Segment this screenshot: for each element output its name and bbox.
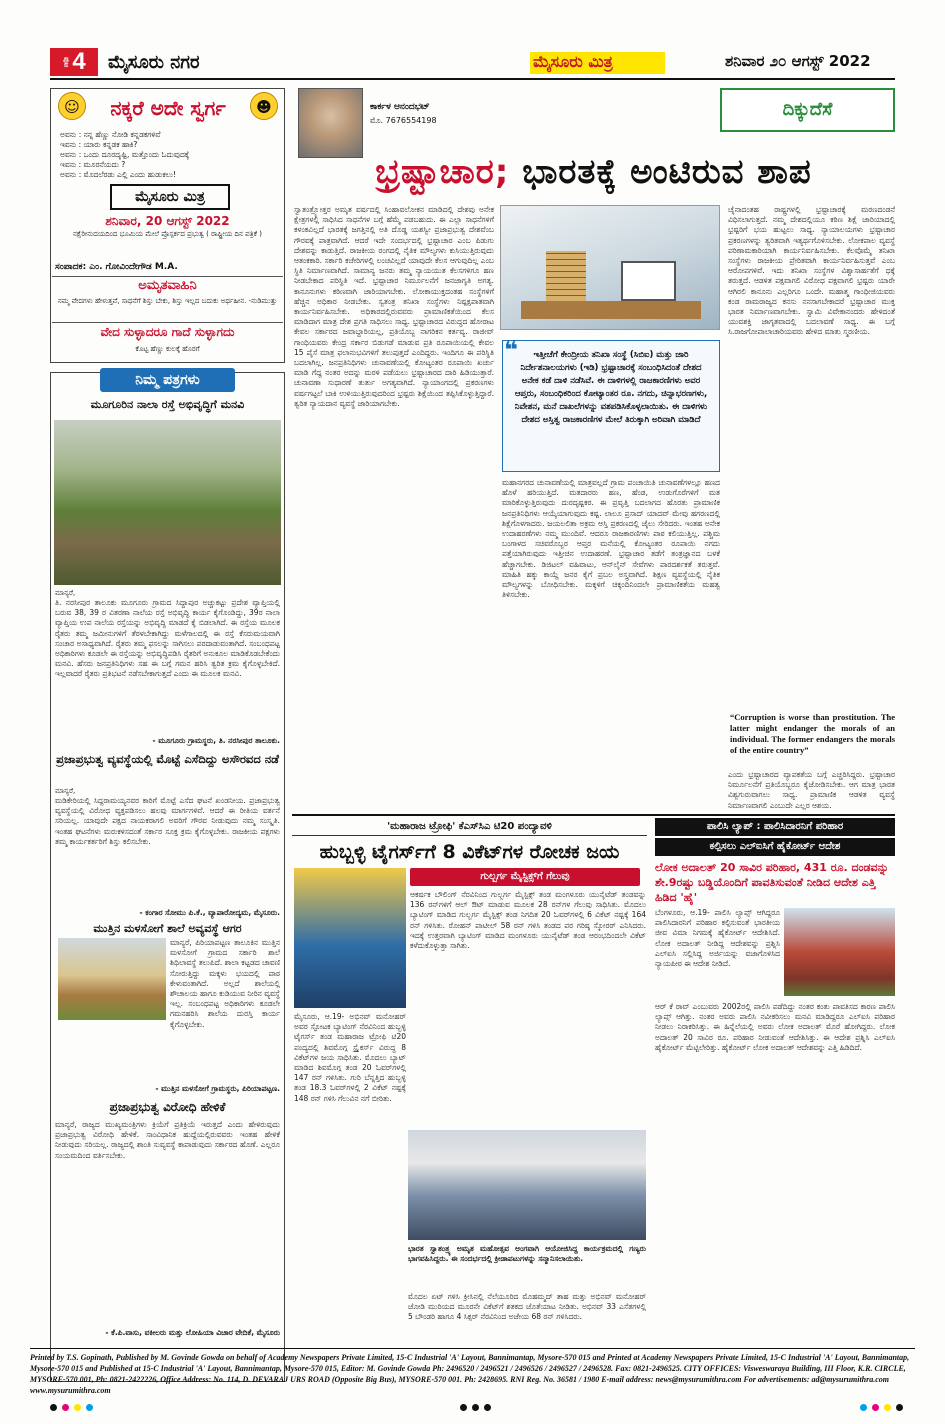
letter-title: ಪ್ರಜಾಪ್ರಭುತ್ವ ವಿರೋಧಿ ಹೇಳಿಕೆ — [109, 1100, 226, 1114]
imprint-line: Printed by T.S. Gopinath, Published by M. Govinde Gowda on behalf of Academy Newspapers Private Limited, 15-C Industrial 'A' Layout, Bannimantap, Mysore-570 015 and Printed at Academy Newspapers Private Limited, 15-C Industrial 'A' Layout, Bannimantap, Mysore-570 015 and Published at 15-C Industrial 'A' Layout, Bannimantap, Mysore-570 015, Editor: M. Govinde Gowda Ph: 2496520 / 2496521 / 2496526 / 2496527 / 2496528. Fax: 0821-2496525. CITY OFFICES: Visweswaraya Building, III Floor, K.R. CIRCLE, MYSORE-570 001, Ph: 0821-2422226, Office Address: No. 114, D. DEVARAJ URS ROAD (Opposite Big Bus), MYSORE-570 001. Ph: 2428695. RNI Reg. No. 36581 / 1980 E-mail address: news@mysurumithra.com For advertisements: ad@mysurumithra.com www.mysurumithra.com — [30, 1353, 910, 1395]
article-column-3: ಚೈನಾದಂತಹ ರಾಷ್ಟ್ರಗಳಲ್ಲಿ ಭ್ರಷ್ಟಾಚಾರಕ್ಕೆ ಮರಣದಂಡನೆ ವಿಧಿಸಲಾಗುತ್ತದೆ. ನಮ್ಮ ದೇಶದಲ್ಲಿಯೂ ಕಠಿಣ ಶಿಕ್ಷೆ ಜಾರಿಯಾದಲ್ಲಿ ಭ್ರಷ್ಟರಿಗೆ ಭಯ ಹುಟ್ಟಲು ಸಾಧ್ಯ. ನ್ಯಾಯಾಲಯಗಳು ಭ್ರಷ್ಟಾಚಾರ ಪ್ರಕರಣಗಳನ್ನು ತ್ವರಿತವಾಗಿ ಇತ್ಯರ್ಥಗೊಳಿಸಬೇಕು. ಲೋಕಪಾಲ ವ್ಯವಸ್ಥೆ ಪರಿಣಾಮಕಾರಿಯಾಗಿ ಕಾರ್ಯನಿರ್ವಹಿಸಬೇಕು. ಕೆಲವೊಮ್ಮೆ ತನಿಖಾ ಸಂಸ್ಥೆಗಳು ರಾಜಕೀಯ ಪ್ರೇರಿತವಾಗಿ ಕಾರ್ಯನಿರ್ವಹಿಸುತ್ತವೆ ಎಂಬ ಆರೋಪಗಳಿವೆ. ಇದು ತನಿಖಾ ಸಂಸ್ಥೆಗಳ ವಿಶ್ವಾಸಾರ್ಹತೆಗೆ ಧಕ್ಕೆ ತರುತ್ತದೆ. ಆಡಳಿತ ಪಕ್ಷವಾಗಲಿ ವಿರೋಧ ಪಕ್ಷವಾಗಲಿ ಭ್ರಷ್ಟರು ಯಾರೇ ಆಗಿರಲಿ ಕಾನೂನು ಎಲ್ಲರಿಗೂ ಒಂದೇ. ಮಹಾತ್ಮ ಗಾಂಧೀಜಿಯವರು ಕಂಡ ರಾಮರಾಜ್ಯದ ಕನಸು ನನಸಾಗಬೇಕಾದರೆ ಭ್ರಷ್ಟಾಚಾರ ಮುಕ್ತ ಭಾರತ ನಿರ್ಮಾಣವಾಗಬೇಕು. ಸ್ವಾಮಿ ವಿವೇಕಾನಂದರು ಹೇಳಿದಂತೆ ಯುವಶಕ್ತಿ ಜಾಗೃತವಾದಲ್ಲಿ ಬದಲಾವಣೆ ಸಾಧ್ಯ. ಈ ಬಗ್ಗೆ ಸಿ.ರಾಜಗೋಪಾಲಾಚಾರಿಯವರು ಹೇಳಿದ ಮಾತು ಸ್ಮರಣೀಯ. — [728, 205, 895, 337]
header-rule — [50, 78, 895, 80]
divider — [52, 322, 283, 323]
monitor-shape — [621, 261, 676, 301]
letter-signature: - ಕಂಗಾರ ಸೋಮು ಪಿ.ಕೆ., ವ್ಯಾಪಾರೋದ್ಯಮ, ಮೈಸೂರು. — [139, 908, 280, 917]
page-number-tag — [50, 48, 98, 76]
letter-salutation: ಮಾನ್ಯರೆ, — [55, 589, 76, 597]
paper-name: ಮೈಸೂರು ಮಿತ್ರ — [533, 52, 613, 71]
subhead-banner: ಗುಲ್ಬರ್ಗ ಮೈಸ್ಟಿಕ್ಸ್‌ಗೆ ಗೆಲುವು — [410, 868, 640, 886]
joke-line: ಇವನು : ಮೂರನೆಯದು ? — [60, 160, 126, 169]
dancing-figure-icon: ☻ — [250, 92, 278, 120]
batsman-photo — [294, 868, 406, 1008]
registration-dots — [860, 1404, 903, 1411]
article-column-3-end: ಎಂದು ಭ್ರಷ್ಟಾಚಾರದ ವ್ಯಾಪಕತೆಯ ಬಗ್ಗೆ ಎಚ್ಚರಿಸಿದ್ದರು. ಭ್ರಷ್ಟಾಚಾರ ನಿರ್ಮೂಲನೆಗೆ ಪ್ರತಿಯೊಬ್ಬರೂ ಕೈಜೋಡಿಸಬೇಕು. ಆಗ ಮಾತ್ರ ಭಾರತ ವಿಶ್ವಗುರುವಾಗಲು ಸಾಧ್ಯ. ಪ್ರಾಮಾಣಿಕ ಆಡಳಿತ ವ್ಯವಸ್ಥೆ ನಿರ್ಮಾಣವಾಗಲಿ ಎಂಬುದೇ ಎಲ್ಲರ ಆಶಯ. — [728, 770, 895, 810]
author-name: ಕಾರ್ಕಳ ಆನಂದಭಟ್ — [370, 102, 430, 112]
quote-mark-icon: ❝ — [504, 336, 519, 364]
school-photo — [58, 938, 166, 1020]
article-column-1: ಸ್ವಾತಂತ್ರ್ಯೋತ್ತರ ಅಮೃತ ವರ್ಷದಲ್ಲಿ ಸಿಂಹಾವಲೋಕನ ಮಾಡಿದಲ್ಲಿ ದೇಶವು ಅನೇಕ ಕ್ಷೇತ್ರಗಳಲ್ಲಿ ಸಾಧಿಸಿದ ಸಾಧನೆಗಳ ಬಗ್ಗೆ ಹೆಮ್ಮೆ ಪಡಬಹುದು. ಈ ಎಲ್ಲಾ ಸಾಧನೆಗಳಿಗೆ ಕಳಂಕವಿಲ್ಲದೆ ಭಾರತಕ್ಕೆ ಜಗತ್ತಿನಲ್ಲಿ ಅತಿ ದೊಡ್ಡ ಯಶಸ್ವೀ ಪ್ರಜಾಪ್ರಭುತ್ವ ದೇಶವೆಂಬ ಗೌರವಕ್ಕೆ ಪಾತ್ರವಾಗಿದೆ. ಆದರೆ ಇದೇ ಸಂದರ್ಭದಲ್ಲಿ ಭ್ರಷ್ಟಾಚಾರ ಎಂಬ ಪಿಡುಗು ದೇಶವನ್ನು ಕಾಡುತ್ತಿದೆ. ರಾಜಕೀಯ ರಂಗದಲ್ಲಿ ನೈತಿಕ ಮೌಲ್ಯಗಳು ಕುಸಿಯುತ್ತಿರುವುದು ಆತಂಕಕಾರಿ. ಸರ್ಕಾರಿ ಕಚೇರಿಗಳಲ್ಲಿ ಲಂಚವಿಲ್ಲದೆ ಯಾವುದೇ ಕೆಲಸ ಆಗುವುದಿಲ್ಲ ಎಂಬ ಸ್ಥಿತಿ ನಿರ್ಮಾಣವಾಗಿದೆ. ಸಾಮಾನ್ಯ ಜನರು ತಮ್ಮ ನ್ಯಾಯಯುತ ಕೆಲಸಗಳಿಗೂ ಹಣ ನೀಡಬೇಕಾದ ಪರಿಸ್ಥಿತಿ ಇದೆ. ಭ್ರಷ್ಟಾಚಾರ ನಿರ್ಮೂಲನೆಗೆ ಜನಜಾಗೃತಿ ಅಗತ್ಯ. ಕಾನೂನುಗಳು ಕಠಿಣವಾಗಿ ಜಾರಿಯಾಗಬೇಕು. ಲೋಕಾಯುಕ್ತದಂತಹ ಸಂಸ್ಥೆಗಳಿಗೆ ಹೆಚ್ಚಿನ ಅಧಿಕಾರ ನೀಡಬೇಕು. ಸ್ವತಂತ್ರ ತನಿಖಾ ಸಂಸ್ಥೆಗಳು ನಿಷ್ಪಕ್ಷಪಾತವಾಗಿ ಕಾರ್ಯನಿರ್ವಹಿಸಬೇಕು. ಅಧಿಕಾರದಲ್ಲಿರುವವರು ಪ್ರಾಮಾಣಿಕತೆಯಿಂದ ಕೆಲಸ ಮಾಡಿದಾಗ ಮಾತ್ರ ದೇಶ ಪ್ರಗತಿ ಸಾಧಿಸಲು ಸಾಧ್ಯ. ಭ್ರಷ್ಟಾಚಾರದ ವಿರುದ್ಧದ ಹೋರಾಟ ಕೇವಲ ಸರ್ಕಾರದ ಜವಾಬ್ದಾರಿಯಲ್ಲ, ಪ್ರತಿಯೊಬ್ಬ ನಾಗರಿಕನ ಕರ್ತವ್ಯ. ರಾಜೀವ್ ಗಾಂಧಿಯವರು ಕೇಂದ್ರ ಸರ್ಕಾರ ಬಿಡುಗಡೆ ಮಾಡುವ ಪ್ರತಿ ರೂಪಾಯಿಯಲ್ಲಿ ಕೇವಲ 15 ಪೈಸೆ ಮಾತ್ರ ಫಲಾನುಭವಿಗಳಿಗೆ ತಲುಪುತ್ತದೆ ಎಂದಿದ್ದರು. ಇಂದಿಗೂ ಈ ಪರಿಸ್ಥಿತಿ ಬದಲಾಗಿಲ್ಲ. ಜನಪ್ರತಿನಿಧಿಗಳು ಚುನಾವಣೆಯಲ್ಲಿ ಕೋಟ್ಯಂತರ ರೂಪಾಯಿ ಖರ್ಚು ಮಾಡಿ ಗೆದ್ದ ನಂತರ ಅದನ್ನು ಮರಳಿ ಪಡೆಯಲು ಭ್ರಷ್ಟಾಚಾರದ ದಾರಿ ಹಿಡಿಯುತ್ತಾರೆ. ಚುನಾವಣಾ ಸುಧಾರಣೆ ತುರ್ತು ಅಗತ್ಯವಾಗಿದೆ. ನ್ಯಾಯಾಂಗದಲ್ಲಿ ಪ್ರಕರಣಗಳು ವರ್ಷಗಟ್ಟಲೆ ಬಾಕಿ ಉಳಿಯುತ್ತಿರುವುದರಿಂದ ಭ್ರಷ್ಟರು ಶಿಕ್ಷೆಯಿಂದ ತಪ್ಪಿಸಿಕೊಳ್ಳುತ್ತಿದ್ದಾರೆ. ತ್ವರಿತ ನ್ಯಾಯದಾನ ವ್ಯವಸ್ಥೆ ಜಾರಿಯಾಗಬೇಕು. — [294, 205, 494, 408]
main-headline — [292, 146, 895, 198]
page-number: 4 — [72, 48, 86, 75]
column-tag: ದಿಕ್ಕುದೆಸೆ — [720, 88, 895, 132]
amruta-text: ನಮ್ಮ ವೇದಗಳು ಹೇಳುತ್ತವೆ, ಸಾಧನೆಗೆ ಶಿಸ್ತು ಬೇಕು, ಶಿಸ್ತು ಇಲ್ಲದ ಬದುಕು ಅರ್ಥಹೀನ. -ನುಡಿಮುತ್ತು — [57, 297, 278, 305]
section-title: ಮೈಸೂರು ನಗರ — [108, 52, 200, 73]
court-body: ಬೆಂಗಳೂರು, ಆ.19- ಪಾಲಿಸಿ ಲ್ಯಾಪ್ಸ್ ಆಗಿದ್ದರೂ ಪಾಲಿಸಿದಾರನಿಗೆ ಪರಿಹಾರ ಕಲ್ಪಿಸುವಂತೆ ಭಾರತೀಯ ಜೀವ ವಿಮಾ ನಿಗಮಕ್ಕೆ ಹೈಕೋರ್ಟ್ ಆದೇಶಿಸಿದೆ. ಲೋಕ ಅದಾಲತ್ ನೀಡಿದ್ದ ಆದೇಶವನ್ನು ಪ್ರಶ್ನಿಸಿ ಎಲ್ಐಸಿ ಸಲ್ಲಿಸಿದ್ದ ಅರ್ಜಿಯನ್ನು ವಜಾಗೊಳಿಸಿದ ನ್ಯಾಯಪೀಠ ಈ ಆದೇಶ ನೀಡಿದೆ. — [655, 908, 780, 969]
footer-rule — [30, 1348, 915, 1349]
letter-signature: - ಕೆ.ಪಿ.ವಾಸು, ವಕೀಲರು ಮತ್ತು ಲೋಹಿಯಾ ವಿಚಾರ ವೇದಿಕೆ, ಮೈಸೂರು — [105, 1328, 280, 1337]
registration-dots — [50, 1404, 93, 1411]
cricket-body: ಮೊದಲ ಏಟ್ ಗಳಿಸಿ ಕ್ರೀಸಿನಲ್ಲಿ ನೆಲೆಯೂರಿದ ಮೊಹಮ್ಮದ್ ತಾಹ ಮತ್ತು ಅಭಿನವ್ ಮನೋಹರ್ ಜೋಡಿ ಮುರಿಯದ ಮೂರನೇ ವಿಕೆಟ್‌ಗೆ ಶತಕದ ಜೊತೆಯಾಟ ನೀಡಿತು. ಅಭಿನವ್ 33 ಎಸೆತಗಳಲ್ಲಿ 5 ಬೌಂಡರಿ ಹಾಗೂ 4 ಸಿಕ್ಸರ್ ನೆರವಿನಿಂದ ಅಜೇಯ 68 ರನ್ ಗಳಿಸಿದರು. — [408, 1292, 646, 1322]
headline-black-part: ಭಾರತಕ್ಕೆ ಅಂಟಿರುವ ಶಾಪ — [509, 152, 812, 192]
joke-line: ಅವನು : ನನ್ನ ಹೆಣ್ಣು ನೋಡಿ ಕನ್ನಡಕಗಳಿವೆ — [60, 130, 161, 139]
mini-masthead: ಮೈಸೂರು ಮಿತ್ರ — [110, 184, 230, 210]
road-photo — [54, 420, 281, 585]
corruption-illustration — [500, 205, 720, 330]
registration-dots — [460, 1404, 491, 1411]
court-body: ಆರ್ ಕೆ ರಾವ್ ಎಂಬುವರು 2002ರಲ್ಲಿ ಪಾಲಿಸಿ ಪಡೆದಿದ್ದು ನಂತರ ಕಂತು ಪಾವತಿಸದ ಕಾರಣ ಪಾಲಿಸಿ ಲ್ಯಾಪ್ಸ್ ಆಗಿತ್ತು. ನಂತರ ಅವರು ಪಾಲಿಸಿ ನವೀಕರಿಸಲು ಮನವಿ ಮಾಡಿದ್ದರೂ ಎಲ್ಐಸಿ ಪರಿಹಾರ ನೀಡಲು ನಿರಾಕರಿಸಿತ್ತು. ಈ ಹಿನ್ನೆಲೆಯಲ್ಲಿ ಅವರು ಲೋಕ ಅದಾಲತ್ ಮೊರೆ ಹೋಗಿದ್ದರು. ಲೋಕ ಅದಾಲತ್ 20 ಸಾವಿರ ರೂ. ಪರಿಹಾರ ನೀಡುವಂತೆ ಆದೇಶಿಸಿತ್ತು. ಈ ಆದೇಶ ಪ್ರಶ್ನಿಸಿ ಎಲ್ಐಸಿ ಹೈಕೋರ್ಟ್ ಮೆಟ್ಟಿಲೇರಿತ್ತು. ಹೈಕೋರ್ಟ್ ಲೋಕ ಅದಾಲತ್ ಆದೇಶವನ್ನು ಎತ್ತಿ ಹಿಡಿದಿದೆ. — [655, 1002, 895, 1052]
letter-signature: - ಮೂಗೂರು ಗ್ರಾಮಸ್ಥರು, ತಿ. ನರಸೀಪುರ ತಾಲೂಕು. — [152, 736, 280, 745]
editor-line: ಸಂಪಾದಕ: ಎಂ. ಗೋವಿಂದೇಗೌಡ M.A. — [55, 262, 178, 272]
article-column-2: ಮಹಾನಗರದ ಚುನಾವಣೆಯಲ್ಲಿ ಮಾತ್ರವಲ್ಲದೆ ಗ್ರಾಮ ಪಂಚಾಯಿತಿ ಚುನಾವಣೆಗಳಲ್ಲೂ ಹಣದ ಹೊಳೆ ಹರಿಯುತ್ತಿದೆ. ಮತದಾರರು ಹಣ, ಹೆಂಡ, ಉಡುಗೊರೆಗಳಿಗೆ ಮತ ಮಾರಿಕೊಳ್ಳುತ್ತಿರುವುದು ದುರದೃಷ್ಟಕರ. ಈ ಪ್ರವೃತ್ತಿ ಬದಲಾಗದ ಹೊರತು ಪ್ರಾಮಾಣಿಕ ಜನಪ್ರತಿನಿಧಿಗಳು ಆಯ್ಕೆಯಾಗುವುದು ಕಷ್ಟ. ಲಾಲೂ ಪ್ರಸಾದ್ ಯಾದವ್ ಮೇವು ಹಗರಣದಲ್ಲಿ ಶಿಕ್ಷೆಗೊಳಗಾದರು. ಜಯಲಲಿತಾ ಅಕ್ರಮ ಆಸ್ತಿ ಪ್ರಕರಣದಲ್ಲಿ ಜೈಲು ಸೇರಿದರು. ಇಂತಹ ಅನೇಕ ಉದಾಹರಣೆಗಳು ನಮ್ಮ ಮುಂದಿವೆ. ಆದರೂ ರಾಜಕಾರಣಿಗಳು ಪಾಠ ಕಲಿಯುತ್ತಿಲ್ಲ. ಪಶ್ಚಿಮ ಬಂಗಾಳದ ಸಚಿವರೊಬ್ಬರ ಆಪ್ತರ ಮನೆಯಲ್ಲಿ ಕೋಟ್ಯಂತರ ರೂಪಾಯಿ ನಗದು ಪತ್ತೆಯಾಗಿರುವುದು ಇತ್ತೀಚಿನ ಉದಾಹರಣೆ. ಭ್ರಷ್ಟಾಚಾರ ತಡೆಗೆ ತಂತ್ರಜ್ಞಾನದ ಬಳಕೆ ಹೆಚ್ಚಾಗಬೇಕು. ಡಿಜಿಟಲ್ ವಹಿವಾಟು, ಆನ್‌ಲೈನ್ ಸೇವೆಗಳು ಪಾರದರ್ಶಕತೆ ತರುತ್ತವೆ. ಮಾಹಿತಿ ಹಕ್ಕು ಕಾಯ್ದೆ ಜನರ ಕೈಗೆ ಪ್ರಬಲ ಅಸ್ತ್ರವಾಗಿದೆ. ಶಿಕ್ಷಣ ವ್ಯವಸ್ಥೆಯಲ್ಲಿ ನೈತಿಕ ಮೌಲ್ಯಗಳನ್ನು ಬೋಧಿಸಬೇಕು. ಮಕ್ಕಳಿಗೆ ಚಿಕ್ಕಂದಿನಿಂದಲೇ ಪ್ರಾಮಾಣಿಕತೆಯ ಮಹತ್ವ ತಿಳಿಸಬೇಕು. — [502, 478, 720, 600]
letters-banner: ನಿಮ್ಮ ಪತ್ರಗಳು — [100, 368, 235, 392]
court-subheadline: ಲೋಕ ಅದಾಲತ್ 20 ಸಾವಿರ ಪರಿಹಾರ, 431 ರೂ. ದಂಡವನ್ನು ಶೇ.9ರಷ್ಟು ಬಡ್ಡಿಯೊಂದಿಗೆ ಪಾವತಿಸುವಂತೆ ನೀಡಿದ ಆದೇಶ ಎತ್ತಿ ಹಿಡಿದ 'ಹೈ' — [655, 861, 889, 904]
pull-quote: ಇತ್ತೀಚೆಗೆ ಕೇಂದ್ರೀಯ ತನಿಖಾ ಸಂಸ್ಥೆ (ಸಿಬಿಐ) ಮತ್ತು ಜಾರಿ ನಿರ್ದೇಶನಾಲಯಗಳು (ಇಡಿ) ಭ್ರಷ್ಟಾಚಾರಕ್ಕೆ ಸಂಬಂಧಿಸಿದಂತೆ ದೇಶದ ಅನೇಕ ಕಡೆ ದಾಳಿ ನಡೆಸಿವೆ. ಈ ದಾಳಿಗಳಲ್ಲಿ ರಾಜಕಾರಣಿಗಳು ಅವರ ಆಪ್ತರು, ಸಂಬಂಧಿಕರಿಂದ ಕೋಟ್ಯಾಂತರ ರೂ. ನಗದು, ಚಿನ್ನಾಭರಣಗಳು, ನಿವೇಶನ, ಮನೆ ದಾಖಲೆಗಳನ್ನು ವಶಪಡಿಸಿಕೊಳ್ಳಲಾಯಿತು. ಈ ದಾಳಿಗಳು ದೇಶದ ಅಸ್ತಿತ್ವ ರಾಜಕಾರಣಿಗಳ ಮೇಲೆ ತಿರುಕ್ಕಾಗಿ ಅರಿವಾಗಿ ಮಾಡಿದೆ — [502, 340, 720, 472]
letter-title: ಮುತ್ತಿನ ಮಳಸೋಗೆ ಶಾಲೆ ಅವ್ಯವಸ್ಥೆ ಆಗರ — [93, 922, 242, 935]
joke-box-title: ನಕ್ಕರೆ ಅದೇ ಸ್ವರ್ಗ — [110, 96, 226, 120]
files-stack-shape — [546, 251, 586, 301]
letter-body: ತಿ. ನರಸೀಪುರ ತಾಲೂಕು ಮೂಗೂರು ಗ್ರಾಮದ ಸಿದ್ದಾಪುರ ಅಚ್ಚುಕಟ್ಟು ಪ್ರದೇಶ ವ್ಯಾಪ್ತಿಯಲ್ಲಿ ಬರುವ 38, 39 ರ ವಿತರಣಾ ನಾಲೆಯ ರಸ್ತೆ ಅಭಿವೃದ್ಧಿ ಕಾರ್ಯ ಕೈಗೊಂಡಿದ್ದು, 39ರ ನಾಲಾ ವ್ಯಾಪ್ತಿಯ ಉಪ ನಾಲೆಯ ರಸ್ತೆಯನ್ನು ಅಭಿವೃದ್ಧಿ ಮಾಡದೆ ಕೈ ಬಿಡಲಾಗಿದೆ. ಈ ರಸ್ತೆಯ ಮೂಲಕ ರೈತರು ತಮ್ಮ ಜಮೀನುಗಳಿಗೆ ತೆರಳಬೇಕಾಗಿದ್ದು ಮಳೆಗಾಲದಲ್ಲಿ ಈ ರಸ್ತೆ ಕೆಸರುಮಯವಾಗಿ ಸಂಚಾರ ಅಸಾಧ್ಯವಾಗಿದೆ. ರೈತರು ತಮ್ಮ ಫಸಲನ್ನು ಸಾಗಿಸಲು ಪರದಾಡುವಂತಾಗಿದೆ. ಸಂಬಂಧಪಟ್ಟ ಅಧಿಕಾರಿಗಳು ಕೂಡಲೇ ಈ ರಸ್ತೆಯನ್ನು ಅಭಿವೃದ್ಧಿಪಡಿಸಿ ರೈತರಿಗೆ ಅನುಕೂಲ ಮಾಡಿಕೊಡಬೇಕೆಂದು ಮನವಿ. ಹೆಸರು ಜನಪ್ರತಿನಿಧಿಗಳು ಸಹ ಈ ಬಗ್ಗೆ ಗಮನ ಹರಿಸಿ ತ್ವರಿತ ಕ್ರಮ ಕೈಗೊಳ್ಳಬೇಕಿದೆ. ಇಲ್ಲವಾದರೆ ರೈತರು ಪ್ರತಿಭಟನೆ ನಡೆಸಬೇಕಾಗುತ್ತದೆ ಎಂದು ಈ ಮೂಲಕ ಮನವಿ. — [55, 598, 280, 679]
amruta-title: ಅಮೃತವಾಹಿನಿ — [138, 278, 197, 293]
cricket-body: ಮೈಸೂರು, ಆ.19- ಅಭಿನವ್ ಮನೋಹರ್ ಅವರ ಸ್ಫೋಟಕ ಬ್ಯಾಟಿಂಗ್ ನೆರವಿನಿಂದ ಹುಬ್ಬಳ್ಳಿ ಟೈಗರ್ಸ್ ತಂಡ ಮಹಾರಾಜ ಟ್ರೋಫಿ ಟಿ20 ಪಂದ್ಯದಲ್ಲಿ ಶಿವಮೊಗ್ಗ ಸ್ಟ್ರೈಕರ್ಸ್ ವಿರುದ್ಧ 8 ವಿಕೆಟ್‌ಗಳ ಜಯ ಸಾಧಿಸಿತು. ಮೊದಲು ಬ್ಯಾಟ್ ಮಾಡಿದ ಶಿವಮೊಗ್ಗ ತಂಡ 20 ಓವರ್‌ಗಳಲ್ಲಿ 147 ರನ್ ಗಳಿಸಿತು. ಗುರಿ ಬೆನ್ನತ್ತಿದ ಹುಬ್ಬಳ್ಳಿ ತಂಡ 18.3 ಓವರ್‌ಗಳಲ್ಲಿ 2 ವಿಕೆಟ್ ನಷ್ಟಕ್ಕೆ 148 ರನ್ ಗಳಿಸಿ ಗೆಲುವಿನ ನಗೆ ಬೀರಿತು. — [294, 1012, 406, 1103]
proverb-title: ವೇದ ಸುಳ್ಳಾದರೂ ಗಾದೆ ಸುಳ್ಳಾಗದು — [100, 325, 235, 339]
letter-body-continued — [55, 1022, 280, 1082]
cricket-kicker: 'ಮಹಾರಾಜ ಟ್ರೋಫಿ' ಕೆಎಸ್‌ಸಿಎ ಟಿ20 ಪಂದ್ಯಾವಳಿ — [292, 818, 647, 836]
letter-title: ಪ್ರಜಾಪ್ರಭುತ್ವ ವ್ಯವಸ್ಥೆಯಲ್ಲಿ ಮೊಟ್ಟೆ ಎಸೆದಿದ್ದು ಅಸೌರವದ ನಡೆ — [56, 752, 279, 766]
team-photo — [408, 1130, 646, 1240]
court-headline: ಕಲ್ಪಿಸಲು ಎಲ್ಐಸಿಗೆ ಹೈಕೋರ್ಟ್ ಆದೇಶ — [655, 838, 895, 856]
joke-line: ಅವನು : ಒಂದು ದೂರದೃಷ್ಟಿ, ಮತ್ತೊಂದು ಓದುವುದಕ್ಕೆ — [60, 150, 190, 159]
cricket-headline: ಹುಬ್ಬಳ್ಳಿ ಟೈಗರ್ಸ್‌ಗೆ 8 ವಿಕೆಟ್‌ಗಳ ರೋಚಕ ಜಯ — [319, 841, 620, 863]
high-court-photo — [784, 908, 895, 996]
letter-title: ಮೂಗೂರಿನ ನಾಲಾ ರಸ್ತೆ ಅಭಿವೃದ್ಧಿಗೆ ಮನವಿ — [90, 398, 245, 411]
mini-date: ಶನಿವಾರ, 20 ಆಗಸ್ಟ್ 2022 — [105, 214, 230, 228]
letter-body: ಮಾನ್ಯರೆ, ಪಿರಿಯಾಪಟ್ಟಣ ತಾಲೂಕಿನ ಮುತ್ತಿನ ಮಳಸೋಗೆ ಗ್ರಾಮದ ಸರ್ಕಾರಿ ಶಾಲೆ ಶಿಥಿಲಾವಸ್ಥೆ ತಲುಪಿದೆ. ಶಾಲಾ ಕಟ್ಟಡದ ಚಾವಣಿ ಸೋರುತ್ತಿದ್ದು ಮಕ್ಕಳು ಭಯದಲ್ಲಿ ಪಾಠ ಕೇಳುವಂತಾಗಿದೆ. ಅಲ್ಲದೆ ಶಾಲೆಯಲ್ಲಿ ಶೌಚಾಲಯ ಹಾಗೂ ಕುಡಿಯುವ ನೀರಿನ ವ್ಯವಸ್ಥೆ ಇಲ್ಲ. ಸಂಬಂಧಪಟ್ಟ ಅಧಿಕಾರಿಗಳು ಕೂಡಲೇ ಗಮನಹರಿಸಿ ಶಾಲೆಯ ದುರಸ್ತಿ ಕಾರ್ಯ ಕೈಗೊಳ್ಳಬೇಕು. — [170, 938, 281, 1029]
motto: ನಕ್ಷೆರೀನುದಯದಿಂದ ಭೂಮಿಯ ಮೇಲೆ ಪ್ರೊಸ್ಪರ್ಕದ ಪ್ರಭುತ್ವ ( ರಾಷ್ಟ್ರೀಯ ದಿನ ಪತ್ರಿಕೆ ) — [72, 230, 263, 238]
english-quote: “Corruption is worse than prostitution. The latter might endanger the morals of an individual. The former endangers the morals of the entire country” — [730, 712, 895, 755]
header-date: ಶನಿವಾರ ೨೦ ಆಗಸ್ಟ್ 2022 — [725, 52, 871, 70]
letter-body: ಮಾನ್ಯರೆ, ರಾಜ್ಯದ ಮುಖ್ಯಮಂತ್ರಿಗಳು ಕ್ರಿಯೆಗೆ ಪ್ರತಿಕ್ರಿಯೆ ಇರುತ್ತದೆ ಎಂದು ಹೇಳಿರುವುದು ಪ್ರಜಾಪ್ರಭುತ್ವ ವಿರೋಧಿ ಹೇಳಿಕೆ. ಸಾಂವಿಧಾನಿಕ ಹುದ್ದೆಯಲ್ಲಿರುವವರು ಇಂತಹ ಹೇಳಿಕೆ ನೀಡುವುದು ಸರಿಯಲ್ಲ. ರಾಜ್ಯದಲ್ಲಿ ಶಾಂತಿ ಸುವ್ಯವಸ್ಥೆ ಕಾಪಾಡುವುದು ಸರ್ಕಾರದ ಹೊಣೆ. ಎಲ್ಲರೂ ಸಂಯಮದಿಂದ ವರ್ತಿಸಬೇಕು. — [55, 1120, 280, 1160]
laughing-face-icon: ☺ — [58, 92, 86, 120]
letter-salutation: ಮಾನ್ಯರೆ, — [55, 787, 76, 795]
headline-red-part: ಭ್ರಷ್ಟಾಚಾರ; — [375, 152, 510, 192]
court-kicker: ಪಾಲಿಸಿ ಲ್ಯಾಪ್ : ಪಾಲಿಸಿದಾರನಿಗೆ ಪರಿಹಾರ — [655, 818, 895, 836]
divider — [52, 276, 283, 277]
letter-signature: - ಮುತ್ತಿನ ಮಳಸೋಗೆ ಗ್ರಾಮಸ್ಥರು, ಪಿರಿಯಾಪಟ್ಟಣ. — [155, 1084, 280, 1093]
joke-line: ಅವನು : ಮೊದಲೆರಡು ಎಲ್ಲಿ ಎಂದು ಹುಡುಕಲು! — [60, 170, 177, 179]
joke-line: ಇವನು : ಯಾರು ಕನ್ನಡಕ ಹಾಕಿ? — [60, 140, 138, 149]
section-rule — [292, 814, 895, 816]
author-phone: ಮೊ. 7676554198 — [370, 116, 437, 125]
proverb-text: ಕೊಟ್ಟ ಹೆಣ್ಣು ಕುಲಕ್ಕೆ ಹೊರಗೆ — [135, 345, 200, 353]
cricket-body: ಆಕರ್ಷಕ ಬೌಲಿಂಗ್ ನೆರವಿನಿಂದ ಗುಲ್ಬರ್ಗ ಮೈಸ್ಟಿಕ್ಸ್ ತಂಡ ಮಂಗಳೂರು ಯುನೈಟೆಡ್ ತಂಡವನ್ನು 136 ರನ್‌ಗಳಿಗೆ ಆಲ್ ಔಟ್ ಮಾಡುವ ಮೂಲಕ 28 ರನ್‌ಗಳ ಗೆಲುವು ಸಾಧಿಸಿತು. ಮೊದಲು ಬ್ಯಾಟಿಂಗ್ ಮಾಡಿದ ಗುಲ್ಬರ್ಗ ಮೈಸ್ಟಿಕ್ಸ್ ತಂಡ ನಿಗದಿತ 20 ಓವರ್‌ಗಳಲ್ಲಿ 6 ವಿಕೆಟ್ ನಷ್ಟಕ್ಕೆ 164 ರನ್ ಗಳಿಸಿತು. ರೋಹನ್ ಪಾಟೀಲ್ 58 ರನ್ ಗಳಿಸಿ ತಂಡದ ಪರ ಗರಿಷ್ಠ ಸ್ಕೋರರ್ ಎನಿಸಿದರು. ಇದಕ್ಕೆ ಉತ್ತರವಾಗಿ ಬ್ಯಾಟಿಂಗ್ ಮಾಡಿದ ಮಂಗಳೂರು ಯುನೈಟೆಡ್ ತಂಡ ಆರಂಭದಿಂದಲೇ ವಿಕೆಟ್ ಕಳೆದುಕೊಳ್ಳುತ್ತಾ ಸಾಗಿತು. — [410, 890, 646, 951]
letter-body: ಮಡಿಕೇರಿಯಲ್ಲಿ ಸಿದ್ದರಾಮಯ್ಯನವರ ಕಾರಿಗೆ ಮೊಟ್ಟೆ ಎಸೆದ ಘಟನೆ ಖಂಡನೀಯ. ಪ್ರಜಾಪ್ರಭುತ್ವ ವ್ಯವಸ್ಥೆಯಲ್ಲಿ ವಿರೋಧ ವ್ಯಕ್ತಪಡಿಸಲು ಹಲವು ಮಾರ್ಗಗಳಿವೆ. ಆದರೆ ಈ ರೀತಿಯ ವರ್ತನೆ ಸರಿಯಲ್ಲ. ಯಾವುದೇ ಪಕ್ಷದ ನಾಯಕರಾಗಲಿ ಅವರಿಗೆ ಗೌರವ ನೀಡುವುದು ನಮ್ಮ ಸಂಸ್ಕೃತಿ. ಇಂತಹ ಘಟನೆಗಳು ಮರುಕಳಿಸದಂತೆ ಸರ್ಕಾರ ಸೂಕ್ತ ಕ್ರಮ ಕೈಗೊಳ್ಳಬೇಕು. ರಾಜಕೀಯ ಪಕ್ಷಗಳು ತಮ್ಮ ಕಾರ್ಯಕರ್ತರಿಗೆ ಶಿಸ್ತು ಕಲಿಸಬೇಕು. — [55, 796, 280, 846]
photo-caption: ಭಾರತ ಸ್ವಾತಂತ್ರ್ಯ ಅಮೃತ ಮಹೋತ್ಸವ ಅಂಗವಾಗಿ ಆಯೋಜಿಸಿದ್ದ ಕಾರ್ಯಕ್ರಮದಲ್ಲಿ ಗಣ್ಯರು ಭಾಗವಹಿಸಿದ್ದರು. ಈ ಸಂದರ್ಭದಲ್ಲಿ ಕ್ರೀಡಾಪಟುಗಳನ್ನು ಸನ್ಮಾನಿಸಲಾಯಿತು. — [408, 1244, 646, 1264]
desk-shape — [521, 301, 701, 319]
page-label: ಪುಟ — [62, 56, 71, 68]
